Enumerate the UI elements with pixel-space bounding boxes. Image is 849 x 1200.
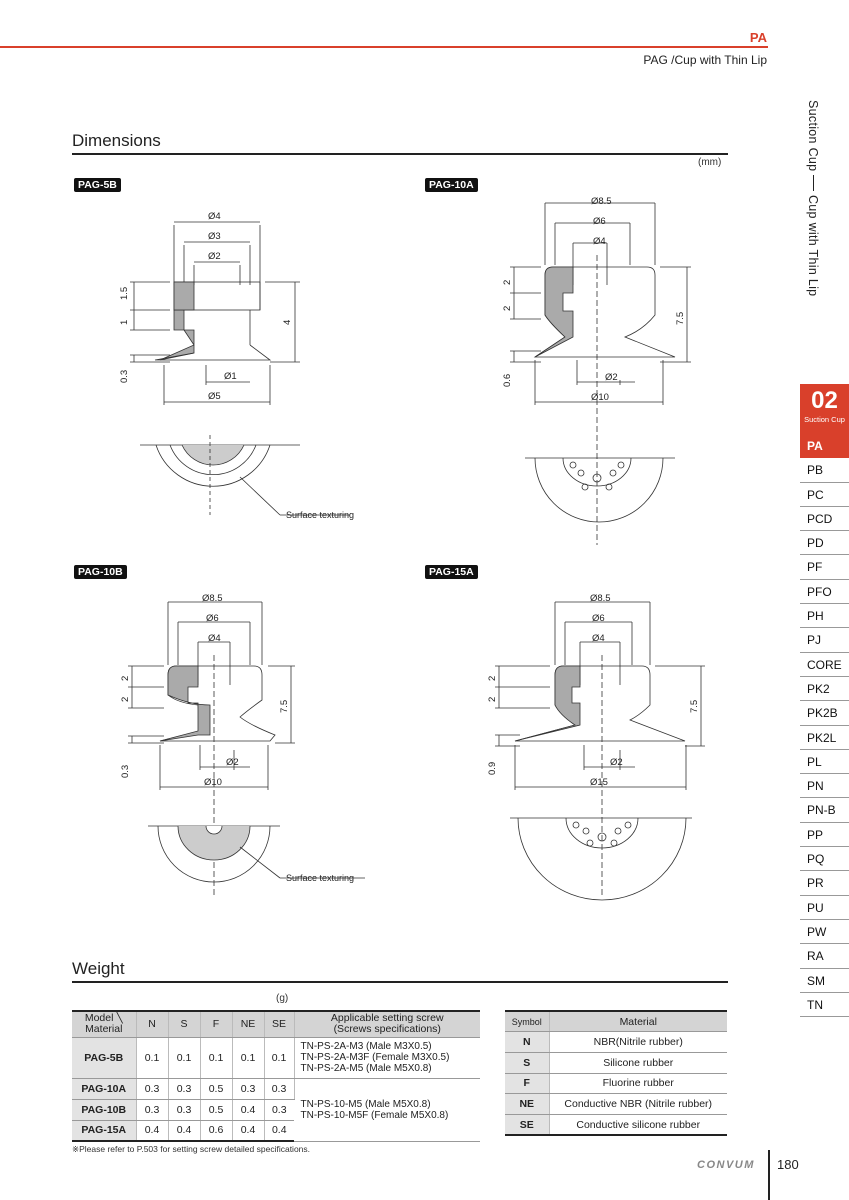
page-number-divider bbox=[768, 1150, 770, 1200]
weight-cell-s: 0.4 bbox=[168, 1120, 200, 1141]
pag5b-dim-d2: Ø2 bbox=[208, 251, 221, 262]
table-row bbox=[505, 1052, 727, 1073]
screw-spec: TN-PS-2A-M3 (Male M3X0.5) bbox=[300, 1041, 432, 1052]
screws-cell-a bbox=[294, 1037, 480, 1078]
drawing-pag5b bbox=[110, 195, 355, 525]
material-symbol: S bbox=[505, 1052, 549, 1073]
tab-pd[interactable]: PD bbox=[800, 531, 849, 555]
weight-cell-n: 0.4 bbox=[136, 1120, 168, 1141]
pag10b-surface-label: Surface texturing bbox=[286, 873, 355, 883]
weight-cell-f: 0.1 bbox=[200, 1037, 232, 1078]
weight-model-cell: PAG-15A bbox=[72, 1120, 136, 1141]
screw-footnote: ※Please refer to P.503 for setting screw detailed specifications. bbox=[72, 1144, 311, 1154]
weight-header-screw-bottom: (Screws specifications) bbox=[333, 1023, 441, 1036]
pag15a-dim-d2: Ø2 bbox=[610, 757, 623, 768]
material-name: NBR(Nitrile rubber) bbox=[549, 1032, 727, 1053]
tab-pa[interactable]: PA bbox=[800, 434, 849, 458]
table-row bbox=[505, 1094, 727, 1115]
header-rule bbox=[0, 46, 768, 48]
pag10b-dim-d10: Ø10 bbox=[204, 777, 222, 788]
tab-pk2l[interactable]: PK2L bbox=[800, 726, 849, 750]
weight-cell-se: 0.3 bbox=[264, 1099, 294, 1120]
pag10b-dim-d85: Ø8.5 bbox=[202, 593, 223, 604]
pag15a-dim-height: 7.5 bbox=[689, 699, 700, 713]
weight-cell-ne: 0.4 bbox=[232, 1120, 264, 1141]
screw-spec: TN-PS-10-M5F (Female M5X0.8) bbox=[300, 1109, 449, 1121]
material-name: Conductive silicone rubber bbox=[549, 1114, 727, 1135]
tab-pk2[interactable]: PK2 bbox=[800, 677, 849, 701]
material-table bbox=[505, 1010, 727, 1136]
material-symbol: N bbox=[505, 1032, 549, 1053]
weight-rule bbox=[72, 981, 728, 983]
material-symbol: NE bbox=[505, 1094, 549, 1115]
weight-cell-ne: 0.3 bbox=[232, 1078, 264, 1099]
weight-cell-ne: 0.4 bbox=[232, 1099, 264, 1120]
pag15a-dim-v1: 2 bbox=[487, 675, 498, 681]
pag10b-dim-v1: 2 bbox=[120, 675, 131, 681]
page-number: 180 bbox=[777, 1157, 799, 1172]
tab-pfo[interactable]: PFO bbox=[800, 580, 849, 604]
pag5b-dim-v3: 0.3 bbox=[119, 369, 130, 383]
pag15a-dim-d6: Ø6 bbox=[592, 613, 605, 624]
tab-core[interactable]: CORE bbox=[800, 653, 849, 677]
screws-cell-b bbox=[294, 1078, 480, 1141]
pag10a-dim-d85: Ø8.5 bbox=[591, 196, 612, 207]
weight-header-ne: NE bbox=[232, 1011, 264, 1037]
pag10a-dim-height: 7.5 bbox=[675, 311, 686, 325]
pag10b-dim-height: 7.5 bbox=[279, 699, 290, 713]
tab-pb[interactable]: PB bbox=[800, 458, 849, 482]
weight-header-screw bbox=[294, 1011, 480, 1037]
dimensions-unit: (mm) bbox=[698, 157, 722, 168]
weight-cell-s: 0.3 bbox=[168, 1099, 200, 1120]
weight-unit: (g) bbox=[276, 993, 289, 1004]
series-tab-list bbox=[800, 434, 849, 1017]
drawing-pag10a bbox=[495, 195, 705, 555]
screw-spec: TN-PS-2A-M3F (Female M3X0.5) bbox=[300, 1052, 450, 1063]
model-badge-pag10b: PAG-10B bbox=[74, 565, 127, 579]
pag5b-dim-d4: Ø4 bbox=[208, 211, 221, 222]
drawing-pag15a bbox=[480, 585, 710, 905]
chapter-number: 02 bbox=[811, 387, 838, 414]
pag10b-dim-v2: 2 bbox=[120, 696, 131, 702]
weight-model-cell: PAG-10A bbox=[72, 1078, 136, 1099]
table-row bbox=[505, 1114, 727, 1135]
pag10a-dim-d6: Ø6 bbox=[593, 216, 606, 227]
weight-header-se: SE bbox=[264, 1011, 294, 1037]
weight-cell-s: 0.1 bbox=[168, 1037, 200, 1078]
screw-spec: TN-PS-10-M5 (Male M5X0.8) bbox=[300, 1098, 431, 1110]
tab-pc[interactable]: PC bbox=[800, 483, 849, 507]
material-header-material: Material bbox=[549, 1011, 727, 1032]
tab-pn[interactable]: PN bbox=[800, 774, 849, 798]
weight-model-cell: PAG-5B bbox=[72, 1037, 136, 1078]
drawing-pag10b bbox=[110, 585, 355, 905]
pag10a-dim-v3: 0.6 bbox=[502, 373, 513, 387]
page-subtitle: PAG /Cup with Thin Lip bbox=[643, 53, 767, 67]
tab-pcd[interactable]: PCD bbox=[800, 507, 849, 531]
tab-pp[interactable]: PP bbox=[800, 823, 849, 847]
table-row bbox=[505, 1073, 727, 1094]
material-name: Conductive NBR (Nitrile rubber) bbox=[549, 1094, 727, 1115]
material-symbol: F bbox=[505, 1073, 549, 1094]
pag10b-dim-v3: 0.3 bbox=[120, 764, 131, 778]
pag10b-dim-d4: Ø4 bbox=[208, 633, 221, 644]
tab-ph[interactable]: PH bbox=[800, 604, 849, 628]
material-name: Silicone rubber bbox=[549, 1052, 727, 1073]
tab-ra[interactable]: RA bbox=[800, 944, 849, 968]
weight-header-model-top: Model ╲ bbox=[84, 1012, 123, 1025]
side-title-category: Suction Cup bbox=[806, 100, 820, 172]
pag10b-dim-d6: Ø6 bbox=[206, 613, 219, 624]
weight-cell-f: 0.5 bbox=[200, 1078, 232, 1099]
weight-cell-ne: 0.1 bbox=[232, 1037, 264, 1078]
material-name: Fluorine rubber bbox=[549, 1073, 727, 1094]
pag10b-dim-d2: Ø2 bbox=[226, 757, 239, 768]
pag5b-surface-label: Surface texturing bbox=[286, 510, 355, 520]
pag15a-dim-v3: 0.9 bbox=[487, 761, 498, 775]
weight-cell-se: 0.1 bbox=[264, 1037, 294, 1078]
pag10a-dim-v2: 2 bbox=[502, 305, 513, 311]
weight-header-s: S bbox=[168, 1011, 200, 1037]
table-row bbox=[72, 1037, 480, 1078]
pag10a-dim-d4: Ø4 bbox=[593, 236, 606, 247]
tab-pu[interactable]: PU bbox=[800, 896, 849, 920]
pag10a-dim-v1: 2 bbox=[502, 279, 513, 285]
side-title-product: Cup with Thin Lip bbox=[806, 194, 820, 297]
weight-header-model bbox=[72, 1011, 136, 1037]
side-title bbox=[806, 100, 820, 296]
model-badge-pag15a: PAG-15A bbox=[425, 565, 478, 579]
weight-cell-n: 0.3 bbox=[136, 1078, 168, 1099]
weight-cell-f: 0.5 bbox=[200, 1099, 232, 1120]
table-row bbox=[72, 1078, 480, 1099]
pag5b-dim-height: 4 bbox=[282, 319, 293, 325]
pag5b-dim-d3: Ø3 bbox=[208, 231, 221, 242]
model-badge-pag5b: PAG-5B bbox=[74, 178, 121, 192]
weight-table-header bbox=[72, 1011, 480, 1037]
brand-logo: CONVUM bbox=[697, 1159, 755, 1171]
weight-heading: Weight bbox=[72, 959, 125, 978]
screw-spec: TN-PS-2A-M5 (Male M5X0.8) bbox=[300, 1063, 432, 1074]
weight-cell-se: 0.3 bbox=[264, 1078, 294, 1099]
table-row bbox=[505, 1032, 727, 1053]
tab-pl[interactable]: PL bbox=[800, 750, 849, 774]
weight-cell-n: 0.1 bbox=[136, 1037, 168, 1078]
weight-cell-se: 0.4 bbox=[264, 1120, 294, 1141]
pag15a-dim-v2: 2 bbox=[487, 696, 498, 702]
tab-pj[interactable]: PJ bbox=[800, 628, 849, 652]
tab-pr[interactable]: PR bbox=[800, 871, 849, 895]
pag15a-dim-d4: Ø4 bbox=[592, 633, 605, 644]
weight-header-n: N bbox=[136, 1011, 168, 1037]
series-code: PA bbox=[749, 30, 767, 45]
pag5b-dim-d5: Ø5 bbox=[208, 391, 221, 402]
dimensions-rule bbox=[72, 153, 728, 155]
pag15a-dim-d85: Ø8.5 bbox=[590, 593, 611, 604]
tab-pf[interactable]: PF bbox=[800, 555, 849, 579]
weight-table bbox=[72, 1010, 480, 1142]
pag5b-dim-v1: 1.5 bbox=[119, 286, 130, 300]
weight-model-cell: PAG-10B bbox=[72, 1099, 136, 1120]
tab-pk2b[interactable]: PK2B bbox=[800, 701, 849, 725]
dimensions-heading: Dimensions bbox=[72, 131, 161, 150]
weight-cell-s: 0.3 bbox=[168, 1078, 200, 1099]
material-table-header bbox=[505, 1011, 727, 1032]
tab-sm[interactable]: SM bbox=[800, 969, 849, 993]
tab-tn[interactable]: TN bbox=[800, 993, 849, 1017]
pag5b-dim-v2: 1 bbox=[119, 319, 130, 325]
tab-pn-b[interactable]: PN-B bbox=[800, 798, 849, 822]
model-badge-pag10a: PAG-10A bbox=[425, 178, 478, 192]
side-title-divider bbox=[813, 175, 814, 191]
material-header-symbol: Symbol bbox=[505, 1011, 549, 1032]
weight-cell-n: 0.3 bbox=[136, 1099, 168, 1120]
material-symbol: SE bbox=[505, 1114, 549, 1135]
weight-header-f: F bbox=[200, 1011, 232, 1037]
weight-cell-f: 0.6 bbox=[200, 1120, 232, 1141]
tab-pq[interactable]: PQ bbox=[800, 847, 849, 871]
pag10a-dim-d2: Ø2 bbox=[605, 372, 618, 383]
weight-header-model-bottom: Material bbox=[85, 1023, 123, 1036]
pag10a-dim-d10: Ø10 bbox=[591, 392, 609, 403]
weight-header-screw-top: Applicable setting screw bbox=[330, 1012, 444, 1025]
chapter-badge bbox=[800, 384, 849, 434]
pag15a-dim-d15: Ø15 bbox=[590, 777, 608, 788]
pag5b-dim-d1: Ø1 bbox=[224, 371, 237, 382]
tab-pw[interactable]: PW bbox=[800, 920, 849, 944]
chapter-label: Suction Cup bbox=[804, 415, 845, 424]
